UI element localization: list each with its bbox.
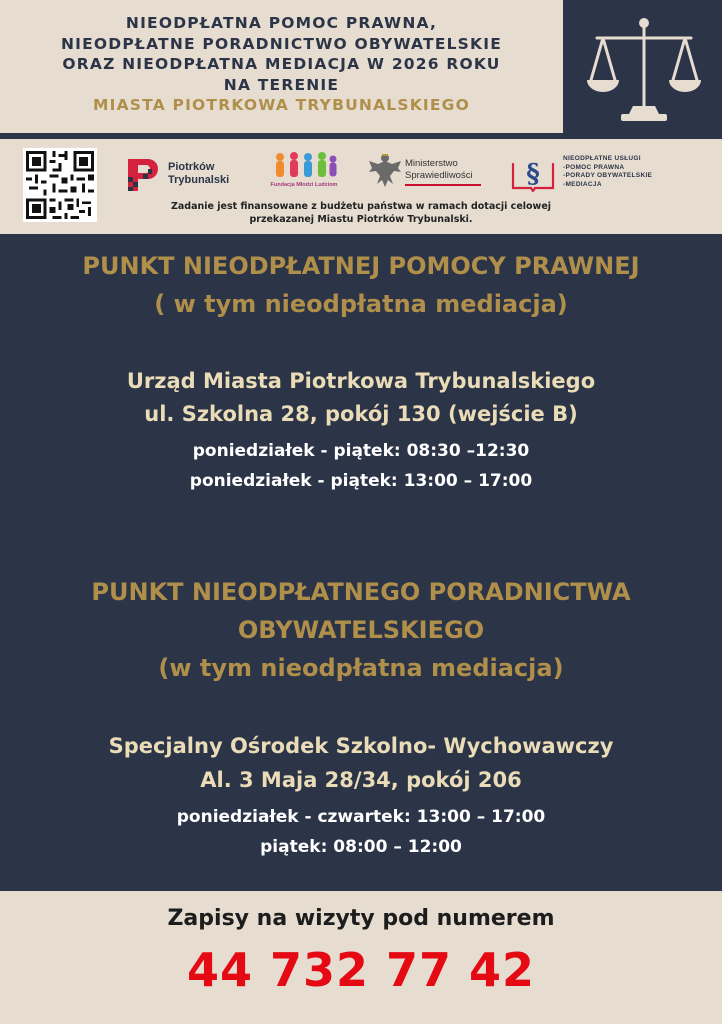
uslugi-line-4: -MEDIACJA [563, 180, 602, 188]
section2-address: Al. 3 Maja 28/34, pokój 206 [200, 768, 522, 792]
svg-text:§: § [526, 159, 540, 189]
section2-title-line-1: PUNKT NIEODPŁATNEGO PORADNICTWA [91, 578, 631, 606]
piotrkow-logo-line-2: Trybunalski [168, 174, 230, 186]
section2-place: Specjalny Ośrodek Szkolno- Wychowawczy [108, 734, 614, 758]
header-city: MIASTA PIOTRKOWA TRYBUNALSKIEGO [93, 96, 470, 114]
footer-booking [0, 891, 722, 1024]
header-line-4: NA TERENIE [223, 75, 340, 94]
people-group-icon [268, 151, 340, 183]
header-line-1: NIEODPŁATNA POMOC PRAWNA, [125, 14, 438, 32]
paragraph-book-icon [511, 152, 555, 192]
ministerstwo-logo-line-2: Sprawiedliwości [405, 170, 473, 181]
section1-title-line-2: ( w tym nieodpłatna mediacja) [154, 290, 568, 318]
piotrkow-logo-text [168, 161, 229, 187]
section1-title-line-1: PUNKT NIEODPŁATNEJ POMOCY PRAWNEJ [82, 252, 640, 280]
section2-hours-2: piątek: 08:00 – 12:00 [260, 837, 462, 857]
section1-hours-2: poniedziałek - piątek: 13:00 – 17:00 [189, 471, 533, 491]
piotrkow-logo-line-1: Piotrków [168, 161, 215, 173]
funding-line-2: przekazanej Miastu Piotrków Trybunalski. [249, 214, 473, 225]
piotrkow-trybunalski-logo [124, 155, 254, 195]
scales-of-justice-icon [583, 14, 705, 126]
ministerstwo-red-rule [405, 184, 481, 186]
nieodplatne-uslugi-logo [511, 152, 671, 194]
ministerstwo-sprawiedliwosci-logo [368, 152, 488, 194]
uslugi-line-1: NIEODPŁATNE USŁUGI [563, 155, 641, 162]
header-line-3: ORAZ NIEODPŁATNA MEDIACJA W 2026 ROKU [62, 55, 501, 73]
section2-title-line-3: (w tym nieodpłatna mediacja) [158, 654, 564, 682]
section2-hours-1: poniedziałek - czwartek: 13:00 – 17:00 [176, 807, 546, 827]
section2-title-line-2: OBYWATELSKIEGO [237, 616, 485, 644]
fundacja-logo-text: Fundacja Młodzi Ludziom [270, 182, 338, 188]
header-title-box [0, 0, 563, 133]
ministerstwo-logo-line-1: Ministerstwo [405, 158, 458, 169]
fundacja-mlodzi-ludziom-logo [268, 151, 340, 193]
funding-line-1: Zadanie jest finansowane z budżetu państwa w ramach dotacji celowej [170, 201, 552, 212]
section1-place: Urząd Miasta Piotrkowa Trybunalskiego [126, 369, 596, 393]
booking-label: Zapisy na wizyty pod numerem [167, 906, 555, 931]
eagle-emblem-icon [368, 152, 402, 190]
piotrkow-p-mark-icon [124, 157, 160, 193]
main-content [0, 234, 722, 891]
funding-note [0, 200, 722, 226]
header-line-2: NIEODPŁATNE PORADNICTWO OBYWATELSKIE [60, 34, 503, 53]
header [0, 0, 722, 133]
ministerstwo-logo-text [405, 158, 473, 182]
partner-logos-strip [0, 139, 722, 234]
section1-hours-1: poniedziałek - piątek: 08:30 –12:30 [192, 441, 530, 461]
header-title [0, 13, 563, 116]
uslugi-line-3: -PORADY OBYWATELSKIE [563, 172, 653, 179]
nieodplatne-uslugi-text [563, 155, 652, 189]
section1-address: ul. Szkolna 28, pokój 130 (wejście B) [144, 402, 578, 426]
booking-phone-number[interactable]: 44 732 77 42 [186, 943, 536, 997]
uslugi-line-2: -POMOC PRAWNA [563, 163, 625, 171]
